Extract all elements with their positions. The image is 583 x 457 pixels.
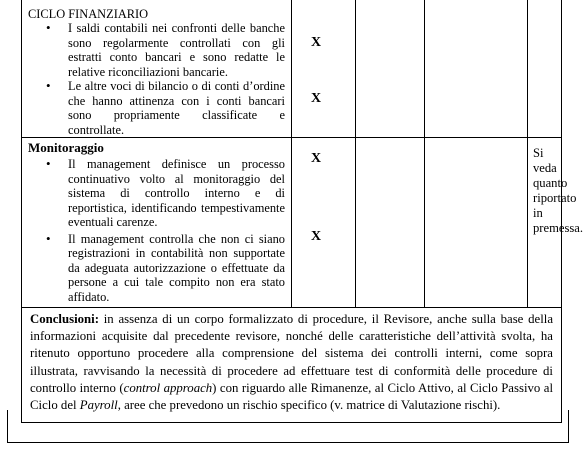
note-text: Si veda quanto riportato in premessa. bbox=[533, 146, 583, 235]
list-item: • I saldi contabili nei confronti delle banche sono regolarmente controllati con gli estratti conto bancari e sono redatte le relative riconciliazioni bancarie. bbox=[44, 21, 291, 79]
cell-mark-column bbox=[292, 138, 356, 308]
monitoraggio-list bbox=[22, 157, 291, 304]
check-mark-x: X bbox=[311, 229, 322, 244]
check-mark-x: X bbox=[311, 91, 322, 106]
list-item: • Il management controlla che non ci siano registrazioni in contabilità non supportate da adeguata autorizzazione o effettuate da persone a cui tale compito non era stato affidato. bbox=[44, 232, 291, 305]
cell-empty bbox=[356, 138, 425, 308]
row-ciclo-finanziario bbox=[22, 0, 562, 138]
cell-mark-column bbox=[292, 0, 356, 138]
row-conclusioni bbox=[22, 308, 562, 423]
conclusioni-italic: control approach bbox=[123, 380, 213, 395]
cell-note-empty bbox=[528, 0, 562, 138]
cell-empty bbox=[356, 0, 425, 138]
conclusioni-text: , aree che prevedono un rischio specifico (v. matrice di Valutazione rischi). bbox=[117, 398, 501, 413]
section-title-monitoraggio: Monitoraggio bbox=[28, 140, 104, 155]
cell-ciclo-finanziario-desc bbox=[22, 0, 292, 138]
ciclo-finanziario-list bbox=[22, 21, 291, 137]
control-table bbox=[21, 0, 583, 423]
conclusioni-paragraph bbox=[22, 308, 561, 422]
cell-conclusioni bbox=[22, 308, 562, 423]
row-monitoraggio bbox=[22, 138, 562, 308]
cell-note bbox=[528, 138, 583, 308]
cell-empty bbox=[425, 138, 528, 308]
list-item: • Le altre voci di bilancio o di conti d’ordine che hanno attinenza con i conti bancari sono propriamente classificate e controllate. bbox=[44, 79, 291, 137]
check-mark-x: X bbox=[311, 35, 322, 50]
conclusioni-italic: Payroll bbox=[79, 398, 118, 413]
list-item: • Il management definisce un processo continuativo volto al monitoraggio del sistema di controllo interno e di reportistica, identificando tempestivamente eventuali carenze. bbox=[44, 157, 291, 230]
conclusioni-text: ) con riguardo alle Rimanenze, al Ciclo Attivo, al Ciclo Passivo al Ciclo del bbox=[30, 380, 553, 413]
conclusioni-text: in assenza di un corpo formalizzato di procedure, il Revisore, anche sulla base della informazioni acquisite dal precedente revisore, nonché delle caratteristiche dell’attività svolta, ha ritenuto opportuno procedere alla comprensione del sistema dei controlli interni, come sopra illustrata, ravvisando la necessità di procedere ad effettuare test di conformità delle procedure di controllo interno ( bbox=[30, 312, 553, 395]
cell-empty bbox=[425, 0, 528, 138]
cell-monitoraggio-desc bbox=[22, 138, 292, 308]
conclusioni-label: Conclusioni: bbox=[30, 312, 99, 326]
check-mark-x: X bbox=[311, 151, 322, 166]
outer-border-bottom bbox=[7, 410, 569, 443]
section-title-ciclo-finanziario: CICLO FINANZIARIO bbox=[28, 7, 149, 21]
